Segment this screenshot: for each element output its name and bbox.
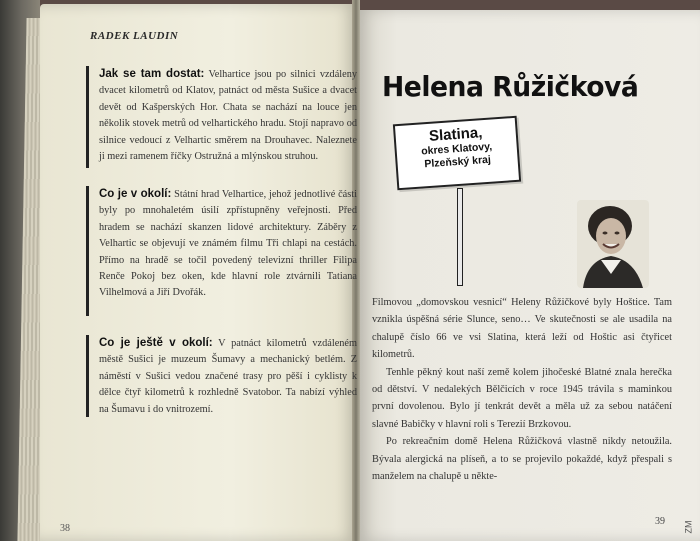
location-sign xyxy=(393,116,521,190)
section-lead: Jak se tam dostat: xyxy=(99,68,205,80)
section-lead: Co je v okolí: xyxy=(99,188,172,200)
page-number-left: 38 xyxy=(60,523,70,534)
section-lead: Co je ještě v okolí: xyxy=(99,337,213,349)
section-body: Velhartice jsou po silnici vzdáleny dvacet kilometrů od Klatov, patnáct od města Sušice a dvacet devět od Kašperských Hor. Chata se nachází na louce jen několik stovek metrů od velhartického hradu. Stojí napravo od silnice vedoucí z Velhartic směrem na Drouhavec. Naleznete ji mezi ramenem říčky Ostružná a mlýnskou struhou. xyxy=(99,69,357,163)
paragraph: Po rekreačním domě Helena Růžičková vlastně nikdy netoužila. Bývala alergická na plíseň, a to se projevilo pokaždé, když přespali s manželem na chalupě u někte- xyxy=(372,436,672,483)
section-body: Státní hrad Velhartice, jehož jednotlivé části byly po mnohaletém úsilí zpřístupněny veřejnosti. Před hradem se nachází skanzen lidové architektury. Záběry z Velhartic se objevují ve známém filmu Tři chlapi na cestách. Přímo na hradě se točil povedený televizní thriller Filipa Renče Pokoj bez oken, kde hlavní role ztvárnili Tatiana Vilhelmová a Jiří Dvořák. xyxy=(99,189,357,299)
section-body: V patnáct kilometrů vzdáleném městě Sušici je muzeum Šumavy a mechanický betlém. Z náměstí v Sušici vedou značené trasy pro pěší i cyklisty k dělce čtyř kilometrů k rozhledně Svatobor. Ta nabízí výhled na Šumavu i do vnitrozemí. xyxy=(99,338,357,415)
section-how-to-get-there xyxy=(86,66,357,168)
watermark: ZM xyxy=(683,520,694,534)
section-nearby xyxy=(86,186,357,316)
portrait-photo xyxy=(577,200,649,288)
sign-post xyxy=(457,188,463,286)
running-head: RADEK LAUDIN xyxy=(90,30,179,42)
section-more-nearby xyxy=(86,335,357,417)
portrait-image xyxy=(577,200,649,288)
sign-district: okres Klatovy, xyxy=(420,140,493,158)
paragraph: Filmovou „domovskou vesnicí“ Heleny Růžičkové byly Hoštice. Tam vznikla úspěšná série Slunce, seno… Ve skutečnosti se ale usadila na chalupě číslo 66 ve vsi Slatina, která leží od Hoštic asi čtyřicet kilometrů. xyxy=(372,297,672,361)
sign-village: Slatina, xyxy=(428,124,483,145)
paragraph: Tenhle pěkný kout naší země kolem jihočeské Blatné znala herečka od dětství. V nedalekých Bělčicích v roce 1945 trávila s maminkou první dovolenou. Bylo jí tenkrát devět a měla už za sebou natáčení slavné Babičky v hlavní roli s Terezií Brzkovou. xyxy=(372,366,672,430)
article-body xyxy=(372,294,672,485)
sign-region: Plzeňský kraj xyxy=(424,153,492,171)
chapter-title: Helena Růžičková xyxy=(382,70,639,103)
page-number-right: 39 xyxy=(655,516,665,527)
